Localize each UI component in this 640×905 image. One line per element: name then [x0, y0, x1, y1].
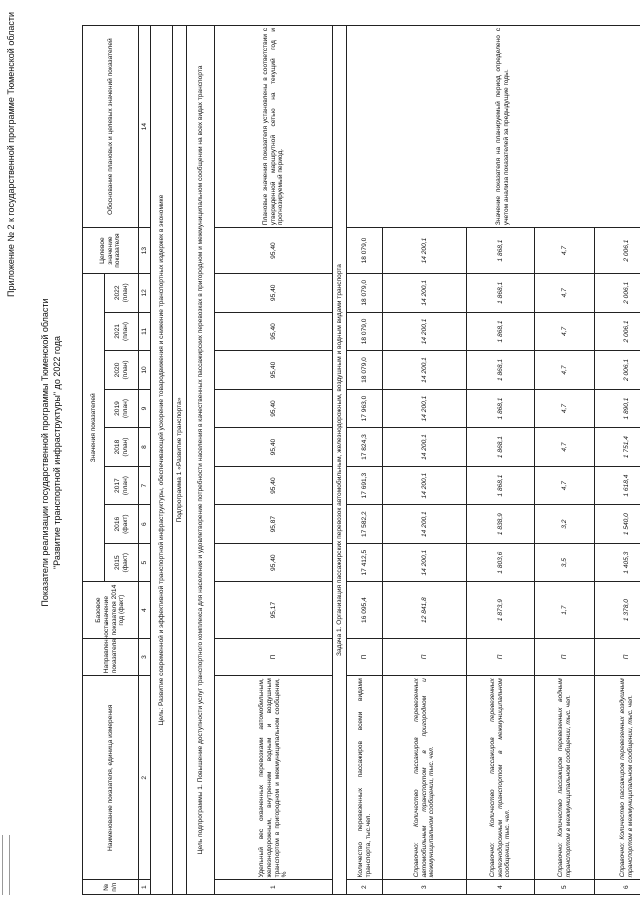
row-value: 14 200,1 [383, 274, 467, 313]
document-title-line1: Показатели реализации государственной программы Тюменской области [40, 298, 50, 607]
row-base: 1 378,0 [595, 582, 640, 638]
col-number: 8 [139, 428, 151, 467]
header-2020: 2020 (план) [105, 351, 139, 390]
header-2021: 2021 (план) [105, 312, 139, 351]
col-number: 10 [139, 351, 151, 390]
row-value: 95,40 [215, 312, 333, 351]
row-value: 2 006,1 [595, 351, 640, 390]
row-value: 1 540,0 [595, 505, 640, 544]
row-base: 12 841,8 [383, 582, 467, 638]
row-value: 95,40 [215, 351, 333, 390]
row-value: 3,5 [535, 543, 595, 582]
row-value: 4,7 [535, 274, 595, 313]
table-row [347, 26, 383, 895]
row-target: 1 868,1 [467, 228, 535, 274]
col-number: 11 [139, 312, 151, 351]
row-value: 4,7 [535, 428, 595, 467]
row-num: 5 [535, 880, 595, 895]
row-value: 1 868,1 [467, 389, 535, 428]
col-number: 9 [139, 389, 151, 428]
row-value: 3,2 [535, 505, 595, 544]
row-value: 1 890,1 [595, 389, 640, 428]
row-value: 18 079,0 [347, 312, 383, 351]
row-name: Количество перевезенных пассажиров всеми видами транспорта, тыс.чел. [347, 676, 383, 880]
row-num: 2 [347, 880, 383, 895]
row-value: 1 838,9 [467, 505, 535, 544]
row-direction: П [215, 638, 333, 676]
row-value: 2 006,1 [595, 274, 640, 313]
row-value: 17 963,0 [347, 389, 383, 428]
row-name: Справочно: Количество пассажиров перевезенных воздушным транспортом в межмуниципальном сообщении, тыс. чел. [595, 676, 640, 880]
row-num: 1 [215, 880, 333, 895]
col-number: 14 [139, 26, 151, 228]
row-target: 14 200,1 [383, 228, 467, 274]
row-value: 95,40 [215, 428, 333, 467]
task-row: Задача 1. Организация пассажирских перевозок автомобильным, железнодорожным, воздушным и водным видами транспорта [333, 26, 347, 895]
row-name: Удельный вес охваченных перевозками автомобильным, железнодорожным, внутренним водным и воздушным транспортом в пригородном и межмуниципальном сообщении, % [215, 676, 333, 880]
row-name: Справочно: Количество пассажиров перевезенных водным транспортом в межмуниципальном сообщении, тыс. чел. [535, 676, 595, 880]
row-value: 1 868,1 [467, 428, 535, 467]
row-value: 1 751,4 [595, 428, 640, 467]
row-value: 95,40 [215, 274, 333, 313]
row-value: 17 824,3 [347, 428, 383, 467]
document-title-line2: "Развитие транспортной инфраструктуры" до 2022 года [52, 336, 62, 570]
goal-row: Цель: Развитие современной и эффективной транспортной инфраструктуры, обеспечивающей ускорение товародвижения и снижение транспортных издержек в экономике [151, 26, 173, 895]
row-value: 17 412,5 [347, 543, 383, 582]
row-value: 17 582,2 [347, 505, 383, 544]
document-header [0, 0, 82, 905]
row-name: Справочно: Количество пассажиров перевезенных автомобильным транспортом в пригородном и межмуниципальном сообщении, тыс. чел. [383, 676, 467, 880]
header-values-group: Значения показателей [83, 274, 105, 582]
col-number: 3 [139, 638, 151, 676]
table-row [215, 26, 333, 895]
row-value: 14 200,1 [383, 389, 467, 428]
row-value: 18 079,0 [347, 351, 383, 390]
row-value: 1 405,3 [595, 543, 640, 582]
col-number: 2 [139, 676, 151, 880]
row-value: 14 200,1 [383, 428, 467, 467]
col-number: 7 [139, 466, 151, 505]
row-value: 95,40 [215, 543, 333, 582]
row-target: 2 006,1 [595, 228, 640, 274]
header-2015: 2015 (факт) [105, 543, 139, 582]
column-number-row [139, 26, 151, 895]
header-2022: 2022 (план) [105, 274, 139, 313]
subgoal-row: Цель подпрограммы 1. Повышение доступности услуг транспортного комплекса для населения и удовлетворение потребности населения в качественных пассажирских перевозках в пригородном и межмуниципальном сообщении на всех видах транспорта [187, 26, 215, 895]
header-name: Наименование показателя, единица измерения [83, 676, 139, 880]
row-base: 95,17 [215, 582, 333, 638]
row-value: 95,40 [215, 389, 333, 428]
row-direction: П [535, 638, 595, 676]
col-number: 6 [139, 505, 151, 544]
row-value: 4,7 [535, 351, 595, 390]
row-num: 6 [595, 880, 640, 895]
row-value: 1 868,1 [467, 274, 535, 313]
row-direction: П [595, 638, 640, 676]
row-target: 18 079,0 [347, 228, 383, 274]
row-value: 1 868,1 [467, 351, 535, 390]
row-direction: П [347, 638, 383, 676]
row-value: 18 079,0 [347, 274, 383, 313]
col-number: 4 [139, 582, 151, 638]
row-num: 4 [467, 880, 535, 895]
header-direction: Направленность показателя [83, 638, 139, 676]
header-2016: 2016 (факт) [105, 505, 139, 544]
col-number: 1 [139, 880, 151, 895]
col-number: 5 [139, 543, 151, 582]
row-target: 4,7 [535, 228, 595, 274]
row-value: 14 200,1 [383, 466, 467, 505]
row-value: 4,7 [535, 312, 595, 351]
row-value: 2 006,1 [595, 312, 640, 351]
row-name: Справочно: Количество пассажиров перевезенных железнодорожным транспортом в межмуниципальном сообщении, тыс. чел. [467, 676, 535, 880]
row-value: 95,40 [215, 466, 333, 505]
row-value: 17 691,3 [347, 466, 383, 505]
row-value: 1 618,4 [595, 466, 640, 505]
row-value: 4,7 [535, 389, 595, 428]
row-value: 14 200,1 [383, 351, 467, 390]
header-justification: Обоснование плановых и целевых значений показателей [83, 26, 139, 228]
row-target: 95,40 [215, 228, 333, 274]
row-value: 14 200,1 [383, 505, 467, 544]
header-target: Целевое значение показателя [83, 228, 139, 274]
row-num: 3 [383, 880, 467, 895]
row-value: 14 200,1 [383, 312, 467, 351]
header-2018: 2018 (план) [105, 428, 139, 467]
row-direction: П [383, 638, 467, 676]
row-justification: Значение показателя на планируемый период определено с учетом анализа показателей за предыдущие годы. [347, 26, 640, 228]
row-value: 1 868,1 [467, 312, 535, 351]
appendix-note: Приложение № 2 к государственной программе Тюменской области [6, 12, 16, 297]
row-value: 14 200,1 [383, 543, 467, 582]
row-value: 4,7 [535, 466, 595, 505]
header-num: № п/п [83, 880, 139, 895]
header-2017: 2017 (план) [105, 466, 139, 505]
col-number: 13 [139, 228, 151, 274]
subprogram-row: Подпрограмма 1 «Развитие транспорта» [173, 26, 187, 895]
col-number: 12 [139, 274, 151, 313]
scan-mark [2, 835, 10, 895]
row-value: 95,87 [215, 505, 333, 544]
header-base: Базовое значение показателя 2014 год (факт) [83, 582, 139, 638]
row-value: 1 803,6 [467, 543, 535, 582]
row-direction: П [467, 638, 535, 676]
row-value: 1 868,1 [467, 466, 535, 505]
header-2019: 2019 (план) [105, 389, 139, 428]
row-base: 1,7 [535, 582, 595, 638]
row-base: 1 873,9 [467, 582, 535, 638]
row-justification: Плановые значения показателя установлены в соответствии с утвержденной маршрутной сетью на текущий год и прогнозируемый период. [215, 26, 333, 228]
indicators-table [82, 25, 640, 895]
row-base: 16 095,4 [347, 582, 383, 638]
